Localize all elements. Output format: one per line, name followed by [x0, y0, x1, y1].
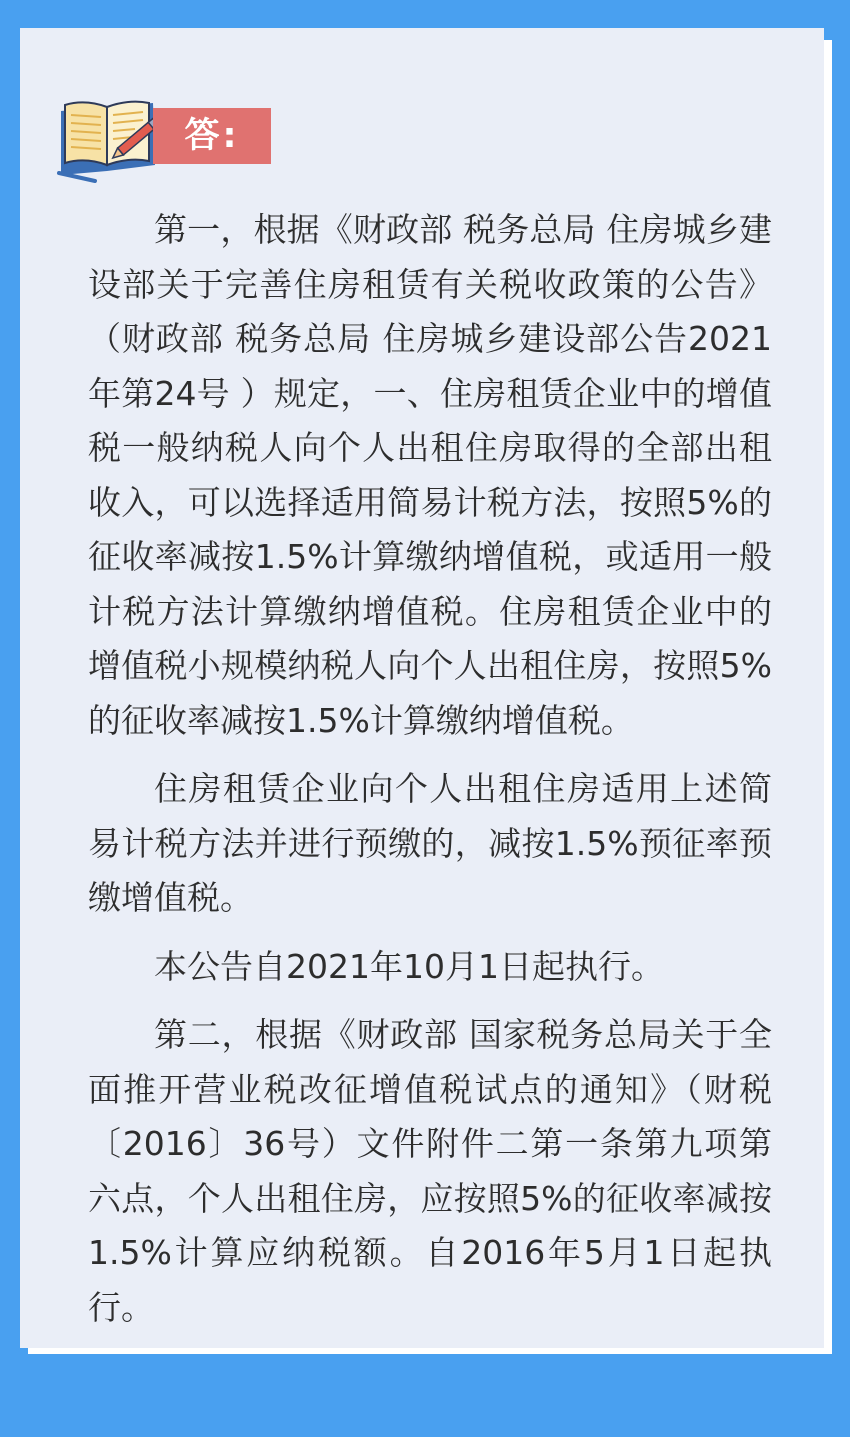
answer-label: 答:: [153, 108, 271, 164]
answer-body: [88, 203, 772, 1349]
answer-header: [55, 93, 285, 183]
paragraph-1: 第一，根据《财政部 税务总局 住房城乡建设部关于完善住房租赁有关税收政策的公告》（财政部 税务总局 住房城乡建设部公告2021年第24号 ）规定，一、住房租赁企业中的增值税一般纳税人向个人出租住房取得的全部出租收入，可以选择适用简易计税方法，按照5%的征收率减按1.5%计算缴纳增值税，或适用一般计税方法计算缴纳增值税。住房租赁企业中的增值税小规模纳税人向个人出租住房，按照5%的征收率减按1.5%计算缴纳增值税。: [88, 210, 772, 740]
book-pencil-icon: [55, 93, 165, 183]
paragraph-3: 本公告自2021年10月1日起执行。: [154, 946, 664, 986]
paragraph-2: 住房租赁企业向个人出租住房适用上述简易计税方法并进行预缴的，减按1.5%预征率预缴增值税。: [88, 769, 772, 917]
paragraph-4: 第二，根据《财政部 国家税务总局关于全面推开营业税改征增值税试点的通知》（财税〔2016〕36号）文件附件二第一条第九项第六点，个人出租住房，应按照5%的征收率减按1.5%计算应纳税额。自2016年5月1日起执行。: [88, 1015, 772, 1327]
